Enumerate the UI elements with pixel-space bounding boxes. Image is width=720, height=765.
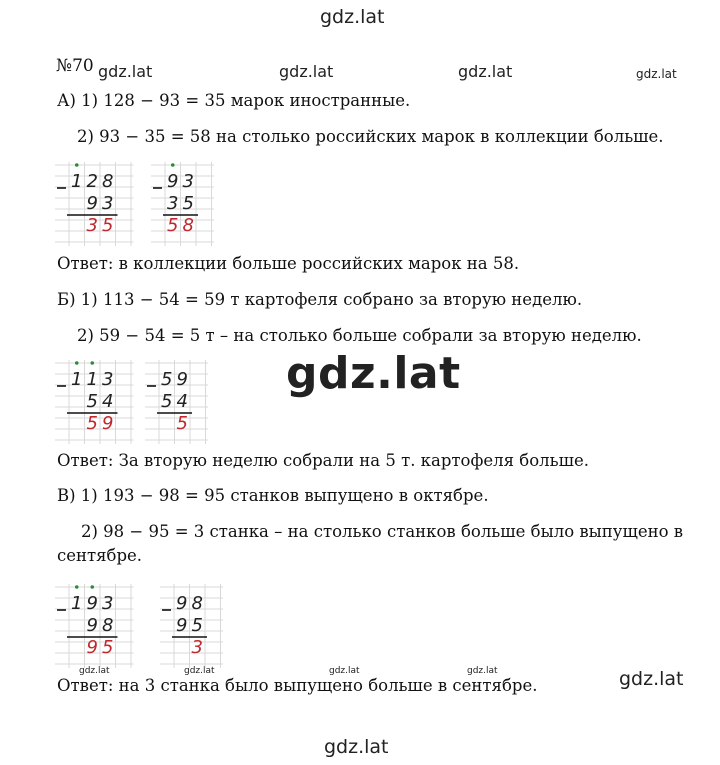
result-digit: 8 [182,215,194,236]
borrow-dot [171,163,175,167]
operand-digit: 1 [71,171,83,192]
operand-digit: 9 [86,593,98,614]
operand-digit: 5 [161,369,173,390]
operand-digit: 5 [86,391,98,412]
operand-digit: 5 [191,615,203,636]
watermark-bottom: gdz.lat [324,736,389,758]
operand-digit: 1 [71,593,83,614]
operand-digit: 9 [167,171,179,192]
subtraction-grid [151,162,214,246]
operand-digit: 8 [191,593,203,614]
borrow-dot [75,163,79,167]
watermark-center: gdz.lat [286,348,461,399]
watermark-small-4: gdz.lat [467,666,498,676]
calc-b2 [145,360,208,444]
operand-digit: 3 [102,593,114,614]
borrow-dot [90,585,94,589]
operand-digit: 3 [102,369,114,390]
section-c-line2: 2) 98 − 95 = 3 станка – на столько станков больше было выпущено в [81,522,684,541]
subtraction-grid [55,162,134,246]
section-a-line1: А) 1) 128 − 93 = 35 марок иностранные. [57,91,411,110]
section-a-answer: Ответ: в коллекции больше российских марок на 58. [57,254,520,273]
operand-digit: 3 [102,193,114,214]
operand-digit: 5 [182,193,194,214]
operand-digit: 1 [71,369,83,390]
calc-c1 [55,584,134,668]
section-c-answer: Ответ: на 3 станка было выпущено больше в сентябре. [57,676,538,695]
operand-digit: 8 [102,615,114,636]
operand-digit: 1 [86,369,98,390]
calc-b1 [55,360,134,444]
section-b-line1: Б) 1) 113 − 54 = 59 т картофеля собрано за вторую неделю. [57,290,583,309]
section-b-answer: Ответ: За вторую неделю собрали на 5 т. картофеля больше. [57,451,589,470]
calc-a1 [55,162,134,246]
operand-digit: 3 [182,171,194,192]
result-digit: 5 [86,413,98,434]
section-a-line2: 2) 93 − 35 = 58 на столько российских марок в коллекции больше. [77,127,664,146]
result-digit: 9 [102,413,114,434]
watermark-header-4: gdz.lat [636,67,677,81]
result-digit: 3 [191,637,203,658]
subtraction-grid [160,584,223,668]
result-digit: 5 [176,413,188,434]
task-number: №70 [56,56,94,76]
subtraction-grid [55,584,134,668]
operand-digit: 2 [86,171,98,192]
result-digit: 5 [167,215,179,236]
subtraction-grid [55,360,134,444]
section-c-line1: В) 1) 193 − 98 = 95 станков выпущено в октябре. [57,486,489,505]
operand-digit: 9 [176,615,188,636]
calc-a2 [151,162,214,246]
operand-digit: 9 [176,369,188,390]
result-digit: 5 [102,215,114,236]
watermark-small-2: gdz.lat [184,666,215,676]
section-c-line3: сентябре. [57,546,143,565]
watermark-small-3: gdz.lat [329,666,360,676]
calc-c2 [160,584,223,668]
operand-digit: 4 [102,391,114,412]
borrow-dot [75,361,79,365]
watermark-right: gdz.lat [619,668,684,690]
operand-digit: 9 [176,593,188,614]
watermark-top: gdz.lat [320,6,385,28]
operand-digit: 4 [176,391,188,412]
operand-digit: 3 [167,193,179,214]
watermark-header-2: gdz.lat [279,62,334,81]
borrow-dot [90,361,94,365]
operand-digit: 8 [102,171,114,192]
borrow-dot [75,585,79,589]
watermark-small-1: gdz.lat [79,666,110,676]
result-digit: 5 [102,637,114,658]
watermark-header-1: gdz.lat [98,62,153,81]
subtraction-grid [145,360,208,444]
operand-digit: 9 [86,193,98,214]
operand-digit: 9 [86,615,98,636]
result-digit: 9 [86,637,98,658]
operand-digit: 5 [161,391,173,412]
watermark-header-3: gdz.lat [458,62,513,81]
section-b-line2: 2) 59 − 54 = 5 т – на столько больше собрали за вторую неделю. [77,326,642,345]
result-digit: 3 [86,215,98,236]
